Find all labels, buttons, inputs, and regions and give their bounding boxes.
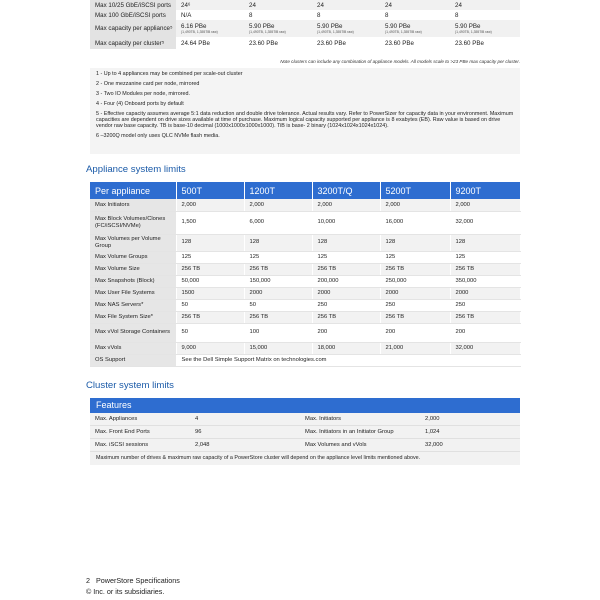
cell-value: 5.90 PBe	[385, 23, 411, 30]
cell	[380, 0, 450, 10]
feature-label: Max Volumes and vVols	[300, 439, 420, 452]
cell-value: 24	[385, 1, 392, 9]
table-row	[90, 234, 520, 251]
column-header: 500T	[176, 182, 244, 199]
cell	[450, 10, 520, 20]
cell-value: 8	[249, 11, 253, 19]
cell	[176, 20, 244, 37]
cell: 2,000	[380, 199, 450, 211]
features-note: Maximum number of drives & maximum raw capacity of a PowerStore cluster will depend on the appliance level limits mentioned above.	[96, 455, 421, 461]
footer-title-line	[86, 576, 180, 585]
cell: 125	[244, 251, 312, 263]
footnote: 3 - Two IO Modules per node, mirrored.	[96, 90, 190, 97]
cell-value: 24	[249, 1, 256, 9]
row-label: Max capacity per cluster⁵	[90, 37, 176, 49]
column-header: 3200T/Q	[312, 182, 380, 199]
cell: 256 TB	[312, 311, 380, 323]
doc-title: PowerStore Specifications	[96, 576, 180, 585]
cell: 2,000	[176, 199, 244, 211]
row-label: Max Initiators	[90, 199, 176, 211]
cell-value: 5.90 PBe	[455, 23, 481, 30]
cell: 2000	[450, 287, 520, 299]
features-box	[90, 398, 520, 465]
cell: 32,000	[450, 342, 520, 354]
feature-value: 96	[190, 426, 300, 439]
row-label: Max NAS Servers*	[90, 299, 176, 311]
cell	[244, 20, 312, 37]
cell: 128	[244, 234, 312, 251]
footnotes-box	[90, 68, 520, 154]
cell: 128	[176, 234, 244, 251]
cell: 256 TB	[450, 263, 520, 275]
cell-value: 6.16 PBe	[181, 23, 207, 30]
row-label: Max 100 GbE/iSCSI ports	[90, 10, 176, 20]
cell	[176, 0, 244, 10]
feature-value: 32,000	[420, 439, 520, 452]
cell	[312, 0, 380, 10]
cell: 256 TB	[176, 311, 244, 323]
feature-value: 2,000	[420, 413, 520, 426]
cell: 125	[312, 251, 380, 263]
cell: 100	[244, 323, 312, 342]
cell: 125	[380, 251, 450, 263]
top-specs-table	[90, 0, 520, 49]
cell-subvalue: (1,490TB, 1,355TiB raw)	[181, 30, 218, 34]
row-label: Max Volumes per Volume Group	[90, 234, 176, 251]
cell	[244, 10, 312, 20]
cell-value: 23.60 PBe	[385, 39, 414, 47]
row-label: Max vVols	[90, 342, 176, 354]
cell-value: 5.90 PBe	[317, 23, 343, 30]
cell: 2,000	[450, 199, 520, 211]
cell: 128	[312, 234, 380, 251]
cell-value: 23.60 PBe	[317, 39, 346, 47]
cell-value: 8	[455, 11, 459, 19]
page-number: 2	[86, 576, 90, 585]
cell: See the Dell Simple Support Matrix on technologies.com	[176, 354, 520, 366]
cell: 200	[380, 323, 450, 342]
cell: 50	[244, 299, 312, 311]
cell	[450, 20, 520, 37]
cell-value: 24⁶	[181, 1, 191, 9]
cell: 125	[450, 251, 520, 263]
cell: 32,000	[450, 211, 520, 234]
table-row	[90, 299, 520, 311]
cell: 250,000	[380, 275, 450, 287]
row-label: Max File System Size*	[90, 311, 176, 323]
cell: 2000	[244, 287, 312, 299]
cell: 256 TB	[176, 263, 244, 275]
cell	[176, 10, 244, 20]
row-label: Max User File Systems	[90, 287, 176, 299]
cell	[176, 37, 244, 49]
feature-value: 1,024	[420, 426, 520, 439]
cell-value: 23.60 PBe	[249, 39, 278, 47]
cell-value: 23.60 PBe	[455, 39, 484, 47]
row-label: Max capacity per appliance⁵	[90, 20, 176, 37]
cell	[312, 10, 380, 20]
feature-label: Max. iSCSI sessions	[90, 439, 190, 452]
table-row	[90, 426, 520, 439]
cell-value: 24	[455, 1, 462, 9]
row-label: Max Volume Groups	[90, 251, 176, 263]
table-row	[90, 251, 520, 263]
cell	[450, 0, 520, 10]
cell: 256 TB	[312, 263, 380, 275]
column-header: 9200T	[450, 182, 520, 199]
cell: 15,000	[244, 342, 312, 354]
cell-value: 8	[385, 11, 389, 19]
features-header: Features	[90, 398, 520, 413]
cell: 50	[176, 323, 244, 342]
cell	[312, 20, 380, 37]
cell: 1,500	[176, 211, 244, 234]
feature-value: 2,048	[190, 439, 300, 452]
cell: 256 TB	[244, 311, 312, 323]
table-row	[90, 354, 520, 366]
cell: 256 TB	[450, 311, 520, 323]
cell: 2000	[380, 287, 450, 299]
cell-subvalue: (1,490TB, 1,355TiB raw)	[455, 30, 492, 34]
cell	[450, 37, 520, 49]
cell: 16,000	[380, 211, 450, 234]
feature-value: 4	[190, 413, 300, 426]
cell-subvalue: (1,490TB, 1,355TiB raw)	[317, 30, 354, 34]
cell: 256 TB	[380, 263, 450, 275]
table-row	[90, 413, 520, 426]
cell: 128	[450, 234, 520, 251]
cell-subvalue: (1,490TB, 1,355TiB raw)	[249, 30, 286, 34]
cell	[244, 0, 312, 10]
row-label: Max 10/25 GbE/iSCSI ports	[90, 0, 176, 10]
cell: 2,000	[244, 199, 312, 211]
limits-header-row	[90, 182, 520, 199]
footnote: 2 - One mezzanine card per node, mirrored	[96, 80, 200, 87]
cell: 200	[450, 323, 520, 342]
footnote: 5 - Effective capacity assumes average 5:1 data reduction and double drive tolerance. Actual results vary. Refer to PowerSizer for capacity data in your environment. Maximum capacities are dependent on drive sizes available at time of purchase. Maximum logical capacity supported per appliance is 8 exabytes (EB). Raw value is based on drive vendor raw base capacity. TB is base-10 decimal (1000x1000x1000x1000). TiB is base- 2 binary (1024x1024x1024x1024).	[96, 110, 514, 130]
footnote: 6 –3200Q model only uses QLC NVMe flash media.	[96, 133, 220, 140]
cell: 2,000	[312, 199, 380, 211]
table-row	[90, 199, 520, 211]
cell: 125	[176, 251, 244, 263]
table-row	[90, 311, 520, 323]
cell	[380, 20, 450, 37]
cell-subvalue: (1,490TB, 1,355TiB raw)	[385, 30, 422, 34]
table-row	[90, 211, 520, 234]
cell: 2000	[312, 287, 380, 299]
cell: 256 TB	[380, 311, 450, 323]
cell-value: 5.90 PBe	[249, 23, 275, 30]
cell	[312, 37, 380, 49]
table-row	[90, 287, 520, 299]
column-header: Per appliance	[90, 182, 176, 199]
cell: 50,000	[176, 275, 244, 287]
cell	[244, 37, 312, 49]
cell: 10,000	[312, 211, 380, 234]
cell: 150,000	[244, 275, 312, 287]
cell: 128	[380, 234, 450, 251]
cluster-features-table	[90, 413, 520, 452]
cell-value: 24	[317, 1, 324, 9]
feature-label: Max. Appliances	[90, 413, 190, 426]
cell: 250	[380, 299, 450, 311]
cell: 1500	[176, 287, 244, 299]
table-row	[90, 323, 520, 342]
cell	[380, 10, 450, 20]
copyright: © Inc. or its subsidiaries.	[86, 587, 165, 596]
table-row	[90, 20, 520, 37]
appliance-limits-table	[90, 182, 521, 367]
row-label: Max Snapshots (Block)	[90, 275, 176, 287]
row-label: Max Volume Size	[90, 263, 176, 275]
cell: 200,000	[312, 275, 380, 287]
cell: 50	[176, 299, 244, 311]
table-row	[90, 342, 520, 354]
cluster-capacity-note: Note clusters can include any combination of appliance models. All models scale to >23 PBe max capacity per cluster.	[280, 59, 520, 64]
appliance-limits-heading: Appliance system limits	[86, 164, 186, 175]
row-label: Max vVol Storage Containers	[90, 323, 176, 342]
table-row	[90, 439, 520, 452]
cell: 6,000	[244, 211, 312, 234]
cell: 256 TB	[244, 263, 312, 275]
cell: 350,000	[450, 275, 520, 287]
cell: 250	[450, 299, 520, 311]
feature-label: Max. Initiators in an Initiator Group	[300, 426, 420, 439]
table-row	[90, 10, 520, 20]
row-label: Max Block Volumes/Clones (FC/iSCSI/NVMe)	[90, 211, 176, 234]
cell-value: N/A	[181, 11, 192, 19]
row-label: OS Support	[90, 354, 176, 366]
cell: 9,000	[176, 342, 244, 354]
table-row	[90, 263, 520, 275]
cell	[380, 37, 450, 49]
column-header: 5200T	[380, 182, 450, 199]
footnote: 4 - Four (4) Onboard ports by default	[96, 100, 184, 107]
cell: 21,000	[380, 342, 450, 354]
feature-label: Max. Front End Ports	[90, 426, 190, 439]
feature-label: Max. Initiators	[300, 413, 420, 426]
table-row	[90, 0, 520, 10]
table-row	[90, 37, 520, 49]
cell: 18,000	[312, 342, 380, 354]
cell-value: 24.64 PBe	[181, 39, 210, 47]
cluster-limits-heading: Cluster system limits	[86, 380, 174, 391]
cell: 250	[312, 299, 380, 311]
table-row	[90, 275, 520, 287]
column-header: 1200T	[244, 182, 312, 199]
cell: 200	[312, 323, 380, 342]
footnote: 1 - Up to 4 appliances may be combined per scale-out cluster	[96, 71, 243, 77]
cell-value: 8	[317, 11, 321, 19]
